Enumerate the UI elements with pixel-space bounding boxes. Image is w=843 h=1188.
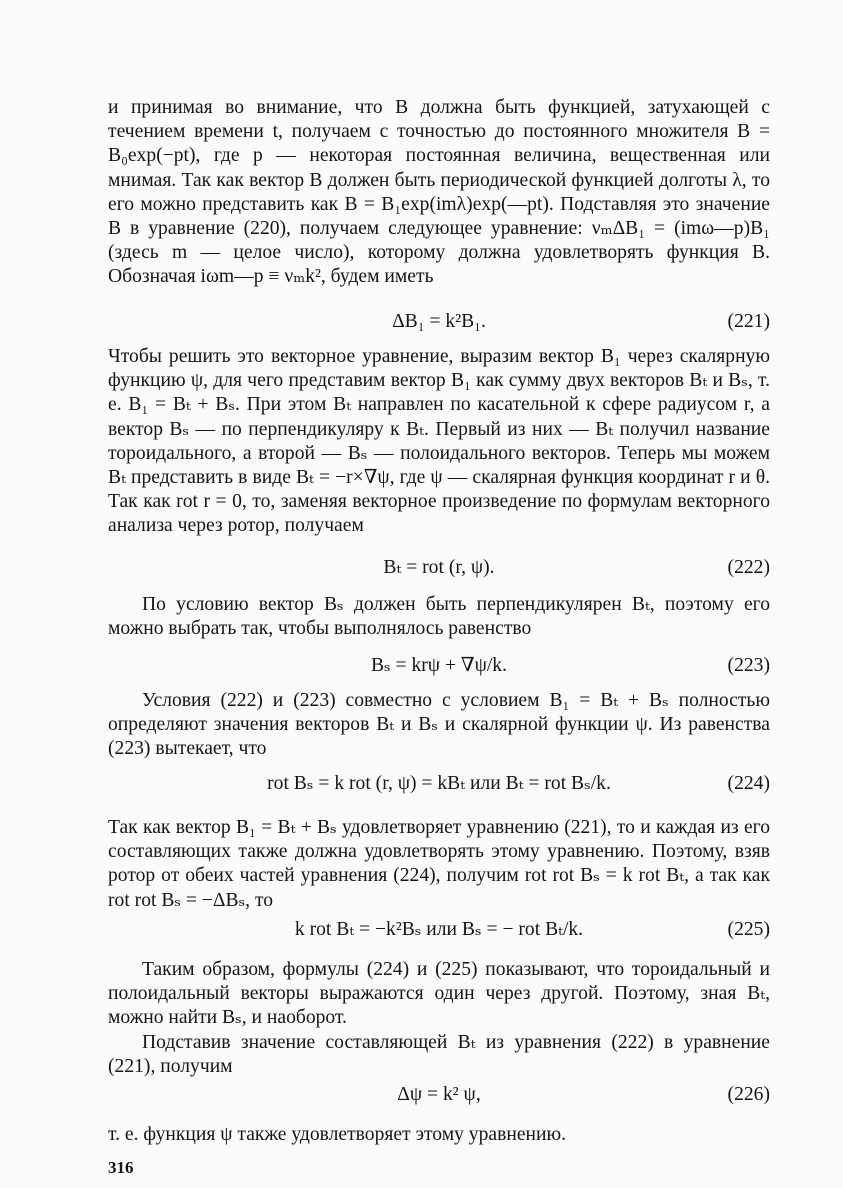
text-block-5 bbox=[108, 816, 770, 913]
equation-number: (226) bbox=[727, 1084, 770, 1105]
equation-number: (222) bbox=[727, 557, 770, 578]
paragraph-8: т. е. функция ψ также удовлетворяет этому уравнению. bbox=[108, 1124, 567, 1145]
paragraph-6: Таким образом, формулы (224) и (225) показывают, что тороидальный и полоидальный векторы выражаются один через другой. Поэтому, зная Bₜ, можно найти Bₛ, и наоборот. bbox=[108, 959, 770, 1029]
text-block-2 bbox=[108, 345, 770, 539]
paragraph-5: Так как вектор B₁ = Bₜ + Bₛ удовлетворяет уравнению (221), то и каждая из его составляющих также должна удовлетворять этому уравнению. Поэтому, взяв ротор от обеих частей уравнения (224), получим rot rot Bₛ = k rot Bₜ, а так как rot rot Bₛ = −ΔBₛ, то bbox=[108, 817, 770, 911]
paragraph-1: и принимая во внимание, что B должна быть функцией, затухающей с течением времени t, получаем с точностью до постоянного множителя B = B₀exp(−pt), где p — некоторая постоянная величина, вещественная или мнимая. Так как вектор B должен быть периодической функцией долготы λ, то его можно представить как B = B₁exp(imλ)exp(—pt). Подставляя это значение B в уравнение (220), получаем следующее уравнение: νₘΔB₁ = (imω—p)B₁ (здесь m — целое число), которому должна удовлетворять функция B. Обозначая iωm—p ≡ νₘk², будем иметь bbox=[108, 97, 770, 288]
paragraph-7: Подставив значение составляющей Bₜ из уравнения (222) в уравнение (221), получим bbox=[108, 1031, 770, 1077]
paragraph-4: Условия (222) и (223) совместно с условием B₁ = Bₜ + Bₛ полностью определяют значения векторов Bₜ и Bₛ и скалярной функции ψ. Из равенства (223) вытекает, что bbox=[108, 690, 770, 760]
equation-number: (223) bbox=[727, 655, 770, 676]
paragraph-2: Чтобы решить это векторное уравнение, выразим вектор B₁ через скалярную функцию ψ, для чего представим вектор B₁ как сумму двух векторов Bₜ и Bₛ, т. е. B₁ = Bₜ + Bₛ. При этом Bₜ направлен по касательной к сфере радиусом r, а вектор Bₛ — по перпендикуляру к Bₜ. Первый из них — Bₜ получил название тороидального, а второй — Bₛ — полоидального векторов. Теперь мы можем Bₜ представить в виде Bₜ = −r×∇ψ, где ψ — скалярная функция координат r и θ. Так как rot r = 0, то, заменяя векторное произведение по формулам векторного анализа через ротор, получаем bbox=[108, 346, 770, 537]
equation-number: (221) bbox=[727, 311, 770, 332]
text-block-6 bbox=[108, 958, 770, 1079]
text-block-3 bbox=[108, 593, 770, 641]
equation-expression: Δψ = k² ψ, bbox=[397, 1084, 481, 1105]
equation-expression: k rot Bₜ = −k²Bₛ или Bₛ = − rot Bₜ/k. bbox=[294, 919, 584, 940]
text-block-4 bbox=[108, 689, 770, 762]
page-number: 316 bbox=[108, 1158, 134, 1177]
equation-expression: Bₛ = krψ + ∇ψ/k. bbox=[370, 655, 508, 676]
equation-expression: Bₜ = rot (r, ψ). bbox=[383, 557, 495, 578]
paragraph-3: По условию вектор Bₛ должен быть перпендикулярен Bₜ, поэтому его можно выбрать так, чтобы выполнялось равенство bbox=[108, 594, 770, 640]
equation-number: (224) bbox=[727, 773, 770, 794]
text-block-7 bbox=[108, 1123, 770, 1147]
equation-expression: ΔB₁ = k²B₁. bbox=[392, 311, 486, 332]
equation-number: (225) bbox=[727, 919, 770, 940]
equation-expression: rot Bₛ = k rot (r, ψ) = kBₜ или Bₜ = rot Bₛ/k. bbox=[267, 773, 611, 794]
text-block-1 bbox=[108, 96, 770, 290]
